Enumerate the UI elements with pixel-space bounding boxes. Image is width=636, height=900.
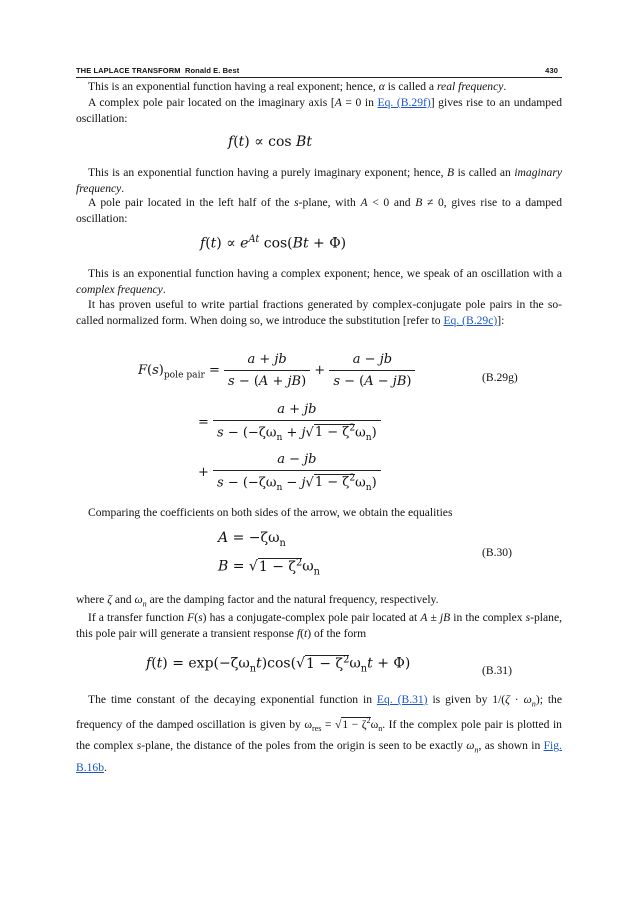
equation-number-b31: (B.31) (482, 664, 512, 677)
equation-b29g-line1: $F(s)_{pole pair}$ = $\frac{a + jb}{s - (A + jB)}$ + $\frac{a - jb}{s - (A - jB)}$ (138, 352, 415, 389)
paragraph-complex-frequency: This is an exponential function having a complex exponent; hence, we speak of an oscillation with a complex frequency. (76, 267, 562, 296)
paragraph-imaginary-frequency: This is an exponential function having a purely imaginary exponent; hence, B is called an imaginary frequency. (76, 166, 562, 195)
equation-damped: $f(t) \propto e^{At}$ cos(Bt + Φ) (200, 234, 347, 252)
header-rule (76, 77, 562, 78)
equation-number-b29g: (B.29g) (482, 371, 518, 384)
paragraph-comparing: Comparing the coefficients on both sides of the arrow, we obtain the equalities (88, 506, 453, 519)
link-eq-b31[interactable]: Eq. (B.31) (376, 693, 428, 706)
link-eq-b29c[interactable]: Eq. (B.29c) (443, 314, 498, 327)
equation-number-b30: (B.30) (482, 546, 512, 559)
running-title: THE LAPLACE TRANSFORM Ronald E. Best (76, 66, 240, 75)
paragraph-normalized-form: It has proven useful to write partial fractions generated by complex-conjugate pole pairs in the so-called normalized form. When doing so, we introduce the substitution [refer to Eq. (B.29c)]: (76, 298, 562, 327)
page-number: 430 (545, 66, 558, 75)
paragraph-undamped: A complex pole pair located on the imaginary axis [A = 0 in Eq. (B.29f)] gives rise to an undamped oscillation: (76, 96, 563, 125)
link-fig-b16b[interactable]: Fig. B.16b (76, 739, 562, 774)
paragraph-transfer-function: If a transfer function F(s) has a conjugate-complex pole pair located at A ± jB in the complex s-plane, this pole pair will generate a transient response f(t) of the form (76, 611, 562, 640)
paragraph-damped: A pole pair located in the left half of the s-plane, with A < 0 and B ≠ 0, gives rise to a damped oscillation: (76, 196, 562, 225)
equation-b29g-line2: = $\frac{a + jb}{s - (-\zeta\omega_n + j√1 - \zeta^2\omega_n)}$ (198, 402, 381, 443)
equation-cos: f(t) ∝ cos Bt (228, 134, 312, 150)
author-name: Ronald E. Best (184, 66, 240, 75)
paragraph-where: where ζ and $\omega_n$ are the damping factor and the natural frequency, respectively. (76, 593, 439, 609)
equation-b31: $f(t) = \exp(-\zeta\omega_nt)\cos(√1 - \zeta^2\omega_nt + \Phi)$ (146, 654, 411, 675)
equation-b29g-line3: + $\frac{a - jb}{s - (-\zeta\omega_n - j√1 - \zeta^2\omega_n)}$ (198, 452, 381, 493)
equation-b30-line1: $A = -\zeta\omega_n$ (218, 530, 286, 549)
paragraph-time-constant: The time constant of the decaying exponential function in Eq. (B.31) is given by $1/(\zeta \cdot \omega_n)$; the frequency of the damped oscillation is given by $\omega_{res} = √1 - \zeta^2\omega_n$. If the complex pole pair is plotted in the complex s-plane, the distance of the poles from the origin is seen to be exactly $\omega_n$, as shown in Fig. B.16b. (76, 693, 562, 774)
running-header (76, 66, 560, 77)
paragraph-real-frequency: This is an exponential function having a real exponent; hence, α is called a real frequency. (88, 80, 507, 93)
equation-b30-line2: $B = √1 - \zeta^2\omega_n$ (218, 557, 320, 578)
link-eq-b29f[interactable]: Eq. (B.29f) (377, 96, 431, 109)
